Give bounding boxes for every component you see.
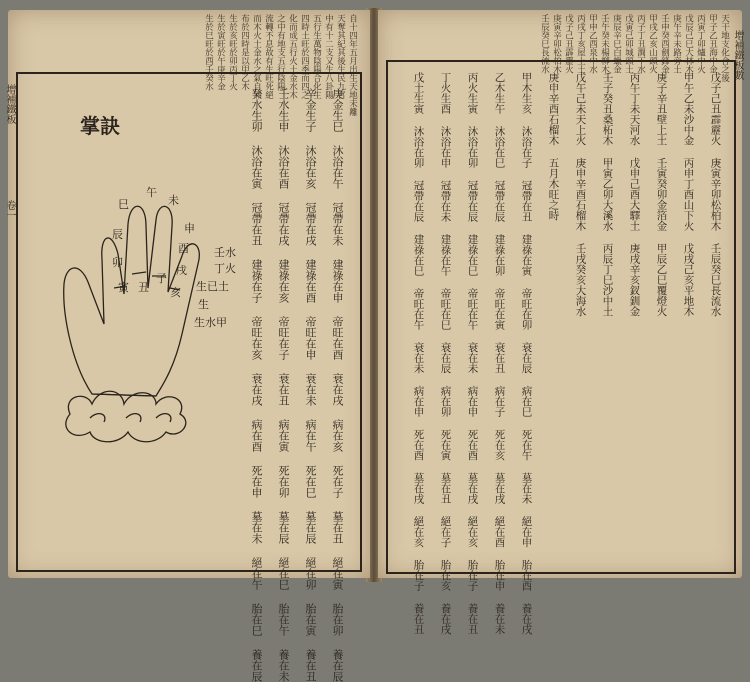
main-text-column: 癸水生卯 沐浴在寅 冠帶在丑 建祿在子 帝旺在亥 衰在戌 病在酉 死在申 墓在未 絕在午 胎在巳 養在辰 <box>250 88 263 682</box>
zodiac-label: 未 <box>168 194 179 207</box>
wrist-line <box>92 394 156 396</box>
header-column: 戊辰己巳大林木 <box>683 14 694 74</box>
header-column: 甲子乙丑海中金 <box>707 14 718 74</box>
note-water: 壬水 <box>214 246 236 259</box>
header-column: 生於巳旺於酉壬癸水 <box>203 14 214 91</box>
header-column: 甲戌乙亥山頭火 <box>647 14 658 74</box>
left-page-frame <box>16 72 362 682</box>
header-column: 庚午辛未路旁土 <box>671 14 682 74</box>
right-page-frame <box>386 60 736 635</box>
header-column: 天奪其紀其後生民九宮 <box>335 14 346 99</box>
zodiac-label: 巳 <box>118 198 129 211</box>
main-text-column: 丙午丁未天河水 戊申己酉大驛土 庚戌辛亥釵釧金 <box>628 72 641 317</box>
header-column: 壬申癸酉劍鋒金 <box>659 14 670 74</box>
header-column: 五行生萬物陰陽合化生 <box>311 14 322 99</box>
zodiac-label: 丑 <box>138 281 149 294</box>
zodiac-label: 戌 <box>176 264 187 277</box>
zodiac-label: 辰 <box>112 228 123 241</box>
header-column: 生於亥旺於卯丙丁火 <box>227 14 238 91</box>
header-column: 化而成五行火土金水木 <box>287 14 298 99</box>
diagram-title <box>80 110 120 139</box>
header-column: 之中有地支五行陰陽 <box>275 14 286 91</box>
right-page <box>378 10 743 635</box>
header-column: 四時土旺於四季而四之 <box>299 14 310 99</box>
header-column: 壬午癸未楊柳木 <box>599 14 610 74</box>
zodiac-label: 午 <box>146 186 157 199</box>
main-text-column: 丙火生寅 沐浴在卯 冠帶在辰 建祿在巳 帝旺在午 衰在未 病在申 死在酉 墓在戌 絕在亥 胎在子 養在丑 <box>466 72 479 635</box>
left-page <box>4 10 370 682</box>
zodiac-label: 申 <box>184 222 195 235</box>
main-text-column: 庚金生巳 沐浴在午 冠帶在未 建祿在申 帝旺在酉 衰在戌 病在亥 死在子 墓在丑 絕在寅 胎在卯 養在辰 <box>331 88 344 682</box>
zodiac-label: 亥 <box>170 286 181 299</box>
header-column: 丙戌丁亥屋上土 <box>575 14 586 74</box>
palm-outline <box>64 206 200 396</box>
header-column: 庚辰辛巳白蠟金 <box>611 14 622 74</box>
main-text-column: 庚子辛丑壁上土 壬寅癸卯金箔金 甲辰乙巳覆燈火 <box>655 72 668 317</box>
header-column: 天干地支化合之後 <box>719 14 730 82</box>
header-column: 庚寅辛卯松柏木 <box>551 14 562 74</box>
main-text-column: 庚申辛酉石榴木 五月木旺之時 <box>547 72 560 221</box>
header-column: 丙寅丁卯爐中火 <box>695 14 706 74</box>
header-column: 戊子己丑霹靂火 <box>563 14 574 74</box>
header-column: 中有十二支又生八卦陽 <box>323 14 334 99</box>
header-column: 甲申乙酉泉中水 <box>587 14 598 74</box>
header-column: 丙子丁丑澗下水 <box>635 14 646 74</box>
side-tab-top: 增補鐵板 <box>4 84 15 124</box>
header-column: 自十四年五月出生天地未離 <box>347 14 358 116</box>
cloud-base <box>66 391 186 442</box>
header-column: 而木火土金水之氣自然 <box>251 14 262 99</box>
main-text-column: 壬水生申 沐浴在酉 冠帶在戌 建祿在亥 帝旺在子 衰在丑 病在寅 死在卯 墓在辰 絕在巳 胎在午 養在未 <box>277 88 290 682</box>
header-column: 戊寅己卯城頭土 <box>623 14 634 74</box>
zodiac-label: 寅 <box>118 281 129 294</box>
header-column: 壬辰癸巳長流水 <box>539 14 550 74</box>
main-text-column: 戊子己丑霹靂火 庚寅辛卯松柏木 壬辰癸巳長流水 <box>709 72 722 317</box>
main-text-column: 戊午己未天上火 庚申辛酉石榴木 壬戌癸亥大海水 <box>574 72 587 317</box>
header-column: 流轉不息故有生旺死絕 <box>263 14 274 99</box>
diagram-title-text: 掌訣 <box>80 114 120 138</box>
main-text-column: 甲木生亥 沐浴在子 冠帶在丑 建祿在寅 帝旺在卯 衰在辰 病在巳 死在午 墓在未 絕在申 胎在酉 養在戌 <box>520 72 533 635</box>
main-text-column: 辛金生子 沐浴在亥 冠帶在戌 建祿在酉 帝旺在申 衰在未 病在午 死在巳 墓在辰 絕在卯 胎在寅 養在丑 <box>304 88 317 682</box>
side-tab-right: 增補鐵板數 <box>732 30 743 80</box>
main-text-column: 壬子癸丑桑柘木 甲寅乙卯大溪水 丙辰丁巳沙中土 <box>601 72 614 317</box>
note-metal: 生水甲 <box>194 316 227 329</box>
zodiac-label: 卯 <box>112 256 123 269</box>
header-column: 布於四時是以甲乙木 <box>239 14 250 91</box>
header-column: 生於寅旺於午庚辛金 <box>215 14 226 91</box>
note-earth: 生已土 <box>196 280 229 293</box>
main-text-column: 甲午乙未沙中金 丙申丁酉山下火 戊戌己亥平地木 <box>682 72 695 317</box>
side-tab-bottom: 卷一 <box>4 200 15 220</box>
main-text-column: 乙木生午 沐浴在巳 冠帶在辰 建祿在卯 帝旺在寅 衰在丑 病在子 死在亥 墓在戌 絕在酉 胎在申 養在未 <box>493 72 506 635</box>
main-text-column: 丁火生酉 沐浴在申 冠帶在未 建祿在午 帝旺在巳 衰在辰 病在卯 死在寅 墓在丑 絕在子 胎在亥 養在戌 <box>439 72 452 635</box>
note-fire: 丁火 <box>214 262 236 275</box>
main-text-column: 戊土生寅 沐浴在卯 冠帶在辰 建祿在巳 帝旺在午 衰在未 病在申 死在酉 墓在戌 絕在亥 胎在子 養在丑 <box>412 72 425 635</box>
zodiac-label: 子 <box>156 272 167 285</box>
zodiac-label: 酉 <box>178 242 189 255</box>
note-gen: 生 <box>198 298 209 311</box>
